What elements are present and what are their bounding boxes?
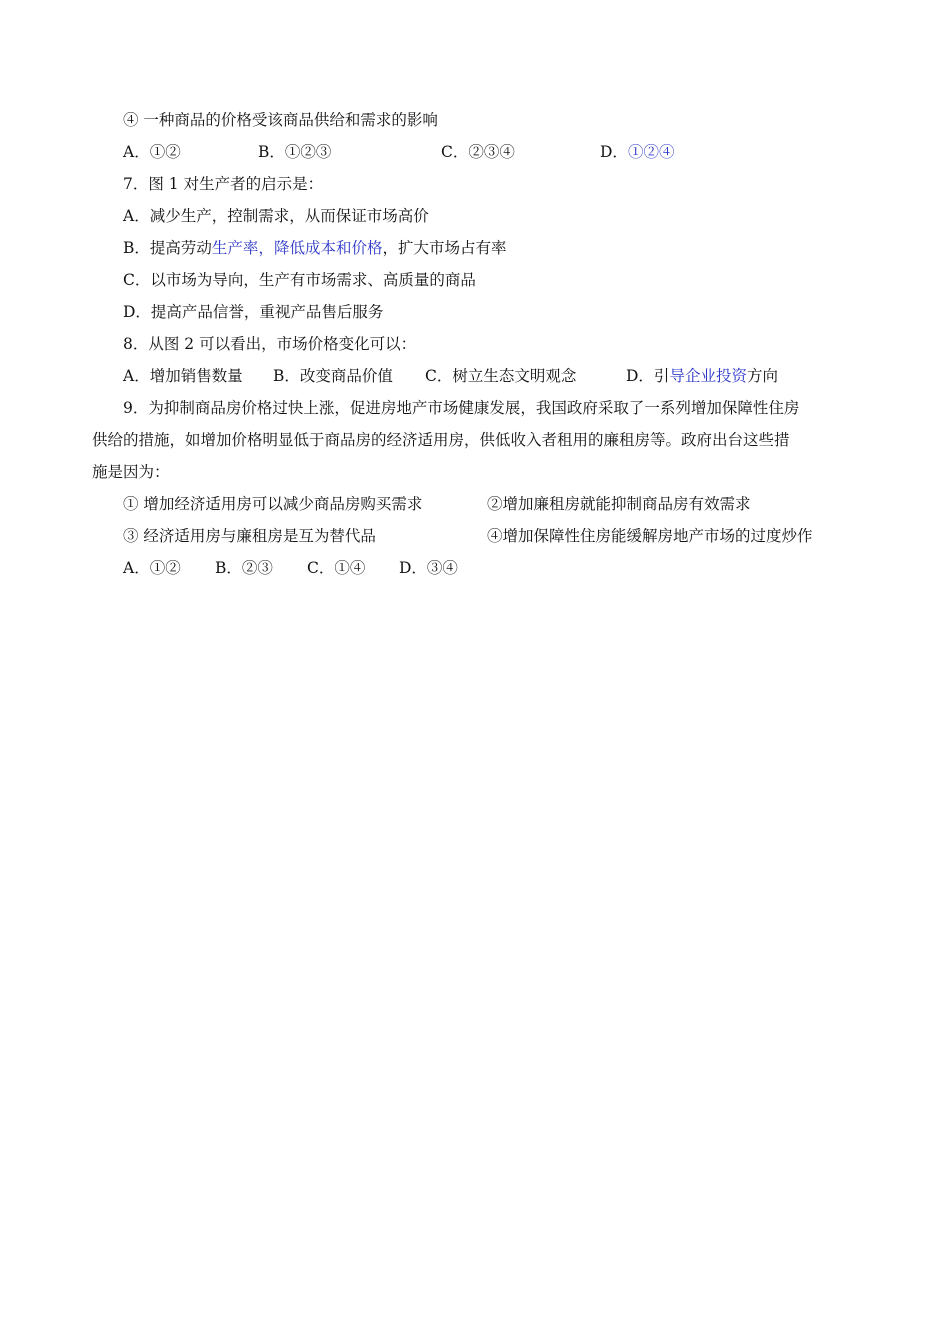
q6-statement-4 bbox=[123, 110, 438, 130]
q8-option-a: A．增加销售数量 bbox=[123, 367, 243, 385]
q8-option-c: C．树立生态文明观念 bbox=[425, 367, 577, 385]
q6-option-a: A．①② bbox=[123, 143, 181, 161]
q7-option-b-highlight-1: 生产率 bbox=[211, 239, 259, 257]
q6-option-d-label: D． bbox=[600, 143, 628, 161]
q9-option-b: B．②③ bbox=[215, 559, 273, 577]
q7-option-d: D．提高产品信誉，重视产品售后服务 bbox=[123, 303, 384, 321]
q8-option-d-pre: D．引 bbox=[626, 367, 670, 385]
q9-stem-line-1: 9．为抑制商品房价格过快上涨，促进房地产市场健康发展，我国政府采取了一系列增加保障性住房 bbox=[123, 399, 800, 417]
q8-option-d-highlight: 导企业投资 bbox=[669, 367, 747, 385]
q9-option-d: D．③④ bbox=[399, 559, 458, 577]
q8-stem: 8．从图 2 可以看出，市场价格变化可以： bbox=[123, 335, 417, 353]
q7-option-b-post: ，扩大市场占有率 bbox=[382, 239, 507, 257]
q6-statement-4-text: ④ 一种商品的价格受该商品供给和需求的影响 bbox=[123, 111, 438, 129]
q7-option-b-pre: B．提高劳动 bbox=[123, 239, 212, 257]
q7-option-b-highlight-2: 降低成本和价格 bbox=[273, 239, 383, 257]
q8-option-d-post: 方向 bbox=[746, 367, 778, 385]
q7-option-b-comma: ， bbox=[258, 239, 274, 257]
q9-statement-4: ④增加保障性住房能缓解房地产市场的过度炒作 bbox=[487, 527, 813, 545]
q7-stem: 7．图 1 对生产者的启示是： bbox=[123, 175, 324, 193]
q6-option-d-value: ①②④ bbox=[627, 143, 675, 161]
q9-statement-3: ③ 经济适用房与廉租房是互为替代品 bbox=[123, 527, 376, 545]
q9-option-c: C．①④ bbox=[307, 559, 366, 577]
q8-option-b: B．改变商品价值 bbox=[273, 367, 393, 385]
q9-option-a: A．①② bbox=[123, 559, 181, 577]
q7-option-b bbox=[123, 238, 506, 258]
q9-stem-line-2: 供给的措施，如增加价格明显低于商品房的经济适用房，供低收入者租用的廉租房等。政府出台这些措 bbox=[92, 431, 790, 449]
q9-statement-1: ① 增加经济适用房可以减少商品房购买需求 bbox=[123, 495, 423, 513]
q6-option-d bbox=[600, 142, 674, 162]
q7-option-c: C．以市场为导向，生产有市场需求、高质量的商品 bbox=[123, 271, 476, 289]
q9-statement-2: ②增加廉租房就能抑制商品房有效需求 bbox=[487, 495, 751, 513]
q7-option-a: A．减少生产，控制需求，从而保证市场高价 bbox=[123, 207, 429, 225]
q9-stem-line-3: 施是因为： bbox=[92, 463, 170, 481]
q6-option-c: C．②③④ bbox=[441, 143, 515, 161]
q8-option-d bbox=[626, 366, 778, 386]
q6-option-b: B．①②③ bbox=[258, 143, 332, 161]
